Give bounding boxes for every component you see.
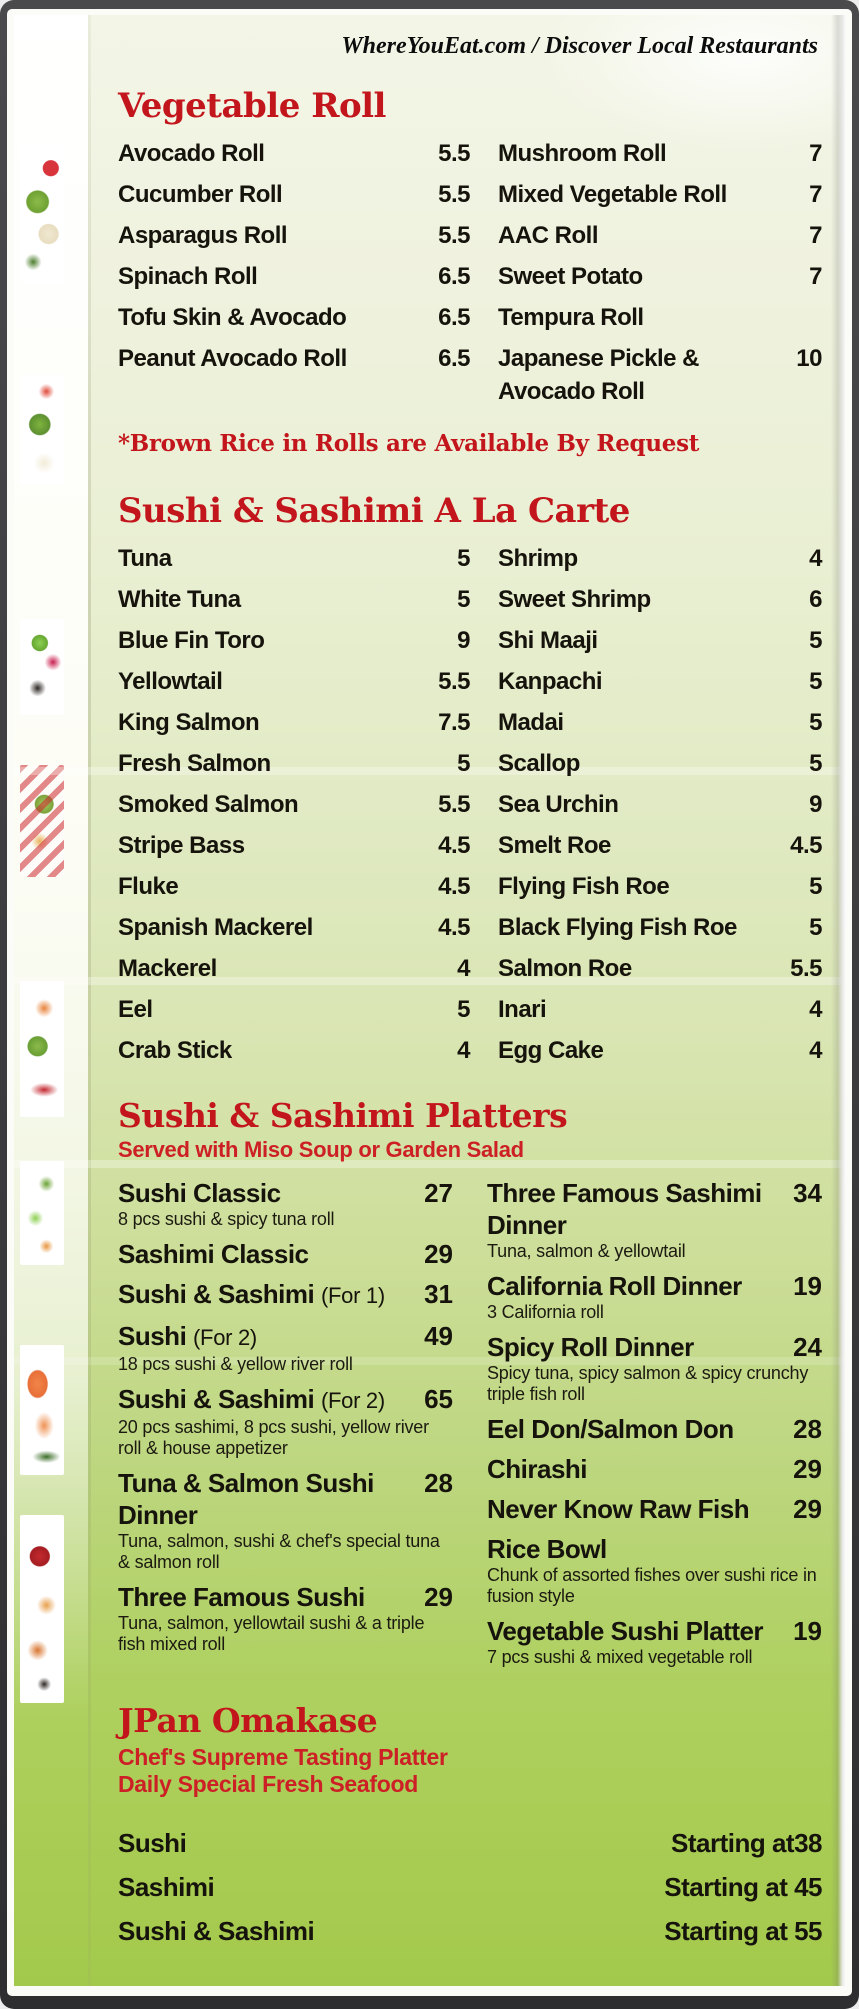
item-description: Spicy tuna, spicy salmon & spicy crunchy triple fish roll [487, 1363, 809, 1404]
item-serving-size: (For 2) [320, 1388, 385, 1413]
item-name: Sweet Potato [498, 263, 643, 290]
item-price: 4.5 [438, 914, 470, 941]
platter-item [118, 1177, 453, 1230]
platter-item-row [118, 1320, 453, 1354]
section-title-a-la-carte: Sushi & Sashimi A La Carte [118, 491, 630, 531]
item-description: Tuna, salmon & yellowtail [487, 1241, 686, 1261]
item-price: 4.5 [790, 832, 822, 859]
item-price: 49 [424, 1321, 453, 1351]
item-price: 6.5 [438, 345, 470, 372]
item-name: Fluke [118, 873, 179, 900]
platter-item-row [118, 1238, 453, 1270]
item-price: 28 [793, 1414, 822, 1444]
omakase-list [118, 1828, 822, 1946]
platter-item [118, 1320, 453, 1375]
item-price: 4 [809, 996, 822, 1023]
item-name: Spicy Roll Dinner [487, 1332, 694, 1362]
page-curl-edge [831, 15, 846, 1986]
item-name: AAC Roll [498, 222, 598, 249]
platter-item [118, 1581, 453, 1655]
site-banner: WhereYouEat.com / Discover Local Restaurants [341, 33, 818, 59]
platter-item-row [487, 1493, 822, 1525]
platter-item [487, 1615, 822, 1668]
item-name: Sushi (For 2) [118, 1321, 257, 1351]
item-price: 7.5 [438, 709, 470, 736]
item-name: Sashimi [118, 1872, 215, 1902]
item-name: Blue Fin Toro [118, 627, 265, 654]
item-name: Sushi & Sashimi (For 1) [118, 1279, 385, 1309]
platter-item [487, 1453, 822, 1485]
item-name: Eel Don/Salmon Don [487, 1414, 734, 1444]
platter-item [118, 1383, 453, 1459]
omakase-row [118, 1916, 822, 1946]
item-name: Sushi Classic [118, 1178, 281, 1208]
item-name: White Tuna [118, 586, 241, 613]
platter-item-row [118, 1177, 453, 1209]
item-name: Cucumber Roll [118, 181, 283, 208]
item-price: 9 [457, 627, 470, 654]
item-price: 27 [424, 1178, 453, 1208]
item-name: Tofu Skin & Avocado [118, 304, 347, 331]
platters-subtitle: Served with Miso Soup or Garden Salad [118, 1137, 524, 1162]
item-name: Never Know Raw Fish [487, 1494, 750, 1524]
item-price: 31 [424, 1279, 453, 1309]
item-name: Crab Stick [118, 1037, 232, 1064]
item-price: 5 [809, 750, 822, 777]
item-name: Kanpachi [498, 668, 603, 695]
item-description: 20 pcs sashimi, 8 pcs sushi, yellow river roll & house appetizer [118, 1417, 429, 1458]
section-title-platters: Sushi & Sashimi Platters [118, 1096, 568, 1135]
platters-columns [118, 1177, 822, 1676]
item-name: Tempura Roll [498, 304, 644, 331]
item-price: 5 [457, 996, 470, 1023]
platter-item-row [487, 1453, 822, 1485]
item-name: Sushi & Sashimi [118, 1916, 315, 1946]
platter-item [487, 1533, 822, 1607]
item-name: Smelt Roe [498, 832, 611, 859]
item-price: 29 [424, 1239, 453, 1269]
item-price: 5.5 [438, 181, 470, 208]
item-name: Inari [498, 996, 547, 1023]
item-name: Mushroom Roll [498, 140, 667, 167]
item-price: 29 [793, 1494, 822, 1524]
section-title-vegetable-roll: Vegetable Roll [118, 86, 386, 126]
item-description: 18 pcs sushi & yellow river roll [118, 1354, 353, 1374]
item-name: Smoked Salmon [118, 791, 299, 818]
platter-item-row [118, 1278, 453, 1312]
item-description: Tuna, salmon, sushi & chef's special tuna & salmon roll [118, 1531, 440, 1572]
platter-item-row [118, 1581, 453, 1613]
item-price: 4 [457, 1037, 470, 1064]
omakase-subtitle-1: Chef's Supreme Tasting Platter [118, 1744, 448, 1770]
item-name: Shrimp [498, 545, 578, 572]
item-name: Black Flying Fish Roe [498, 914, 737, 941]
omakase-row [118, 1872, 822, 1902]
item-price [764, 301, 822, 334]
item-price: 28 [424, 1468, 453, 1498]
platter-item [487, 1331, 822, 1405]
item-price: 5 [457, 750, 470, 777]
item-price: Starting at 45 [664, 1872, 822, 1902]
item-serving-size: (For 1) [320, 1283, 385, 1308]
item-description: 8 pcs sushi & spicy tuna roll [118, 1209, 335, 1229]
item-price: 5 [809, 709, 822, 736]
platter-item [118, 1467, 453, 1573]
item-name: Scallop [498, 750, 580, 777]
platter-item-row [487, 1533, 822, 1565]
platter-item-row [118, 1383, 453, 1417]
item-price: 29 [793, 1454, 822, 1484]
item-name: Sashimi Classic [118, 1239, 309, 1269]
item-name: Avocado Roll [118, 140, 265, 167]
item-name: Japanese Pickle & Avocado Roll [498, 345, 699, 405]
item-name: Three Famous Sushi [118, 1582, 365, 1612]
platter-item [118, 1278, 453, 1312]
item-name: Salmon Roe [498, 955, 632, 982]
platter-item-row [487, 1413, 822, 1445]
item-price: Starting at38 [671, 1828, 822, 1858]
item-price: 9 [809, 791, 822, 818]
platters-left-column [118, 1177, 453, 1676]
item-price: 5 [457, 586, 470, 613]
platter-item [487, 1493, 822, 1525]
brown-rice-note: *Brown Rice in Rolls are Available By Request [118, 430, 700, 457]
item-name: Spanish Mackerel [118, 914, 313, 941]
item-name: Mixed Vegetable Roll [498, 181, 727, 208]
item-name: Egg Cake [498, 1037, 604, 1064]
item-price: 5.5 [438, 791, 470, 818]
platter-item [487, 1270, 822, 1323]
item-serving-size: (For 2) [193, 1325, 257, 1350]
item-name: King Salmon [118, 709, 260, 736]
item-price: 5 [809, 668, 822, 695]
item-price: 4 [809, 545, 822, 572]
item-price: 10 [796, 345, 822, 372]
platter-item [118, 1238, 453, 1270]
item-price: 19 [793, 1271, 822, 1301]
item-price: Starting at 55 [664, 1916, 822, 1946]
item-price: 4.5 [438, 832, 470, 859]
item-name: Tuna [118, 545, 172, 572]
item-name: Sushi & Sashimi (For 2) [118, 1384, 385, 1414]
item-name: Peanut Avocado Roll [118, 345, 347, 372]
item-price: 6.5 [438, 304, 470, 331]
item-name: Sweet Shrimp [498, 586, 651, 613]
item-name: Three Famous Sashimi Dinner [487, 1178, 762, 1240]
platter-item-row [487, 1270, 822, 1302]
item-price: 19 [793, 1616, 822, 1646]
item-description: 7 pcs sushi & mixed vegetable roll [487, 1647, 753, 1667]
item-price: 6 [809, 586, 822, 613]
platter-item-row [118, 1467, 453, 1531]
platter-item-row [487, 1177, 822, 1241]
item-price: 4.5 [438, 873, 470, 900]
item-price: 5.5 [438, 668, 470, 695]
item-price: 5.5 [790, 955, 822, 982]
scan-margin [7, 9, 852, 1996]
platter-item [487, 1177, 822, 1262]
item-name: Fresh Salmon [118, 750, 271, 777]
item-price: 7 [809, 263, 822, 290]
item-price: 5.5 [438, 222, 470, 249]
menu-content [14, 15, 846, 1946]
item-price: 5 [809, 914, 822, 941]
item-name: Shi Maaji [498, 627, 598, 654]
omakase-row [118, 1828, 822, 1858]
item-price: 5.5 [438, 140, 470, 167]
item-name: Flying Fish Roe [498, 873, 670, 900]
item-price: 29 [424, 1582, 453, 1612]
item-name: Mackerel [118, 955, 217, 982]
item-price: 4 [809, 1037, 822, 1064]
item-name: Sea Urchin [498, 791, 619, 818]
item-price: 4 [457, 955, 470, 982]
item-price: 7 [809, 181, 822, 208]
platter-item-row [487, 1615, 822, 1647]
item-name: Rice Bowl [487, 1534, 607, 1564]
item-name: Stripe Bass [118, 832, 245, 859]
platter-item-row [487, 1331, 822, 1363]
item-description: 3 California roll [487, 1302, 604, 1322]
item-name: Vegetable Sushi Platter [487, 1616, 764, 1646]
item-name: Sushi [118, 1828, 187, 1858]
omakase-subtitle-2: Daily Special Fresh Seafood [118, 1771, 418, 1797]
item-name: Chirashi [487, 1454, 588, 1484]
item-price: 5 [809, 627, 822, 654]
item-name: Yellowtail [118, 668, 223, 695]
platters-right-column [487, 1177, 822, 1676]
item-name: Asparagus Roll [118, 222, 288, 249]
item-price: 7 [809, 140, 822, 167]
platter-item [487, 1413, 822, 1445]
item-description: Chunk of assorted fishes over sushi rice in fusion style [487, 1565, 817, 1606]
vegetable-roll-list [118, 137, 822, 408]
item-name: California Roll Dinner [487, 1271, 742, 1301]
menu-paper [14, 15, 846, 1986]
item-name: Eel [118, 996, 153, 1023]
item-name: Madai [498, 709, 564, 736]
item-name: Tuna & Salmon Sushi Dinner [118, 1468, 374, 1530]
item-price: 7 [809, 222, 822, 249]
item-price: 5 [457, 545, 470, 572]
item-name: Spinach Roll [118, 263, 258, 290]
item-price: 34 [793, 1178, 822, 1208]
item-price: 5 [809, 873, 822, 900]
a-la-carte-list [118, 542, 822, 1067]
item-price: 6.5 [438, 263, 470, 290]
item-price: 65 [424, 1384, 453, 1414]
section-title-omakase: JPan Omakase [118, 1701, 378, 1740]
item-description: Tuna, salmon, yellowtail sushi & a triple fish mixed roll [118, 1613, 425, 1654]
item-price: 24 [793, 1332, 822, 1362]
